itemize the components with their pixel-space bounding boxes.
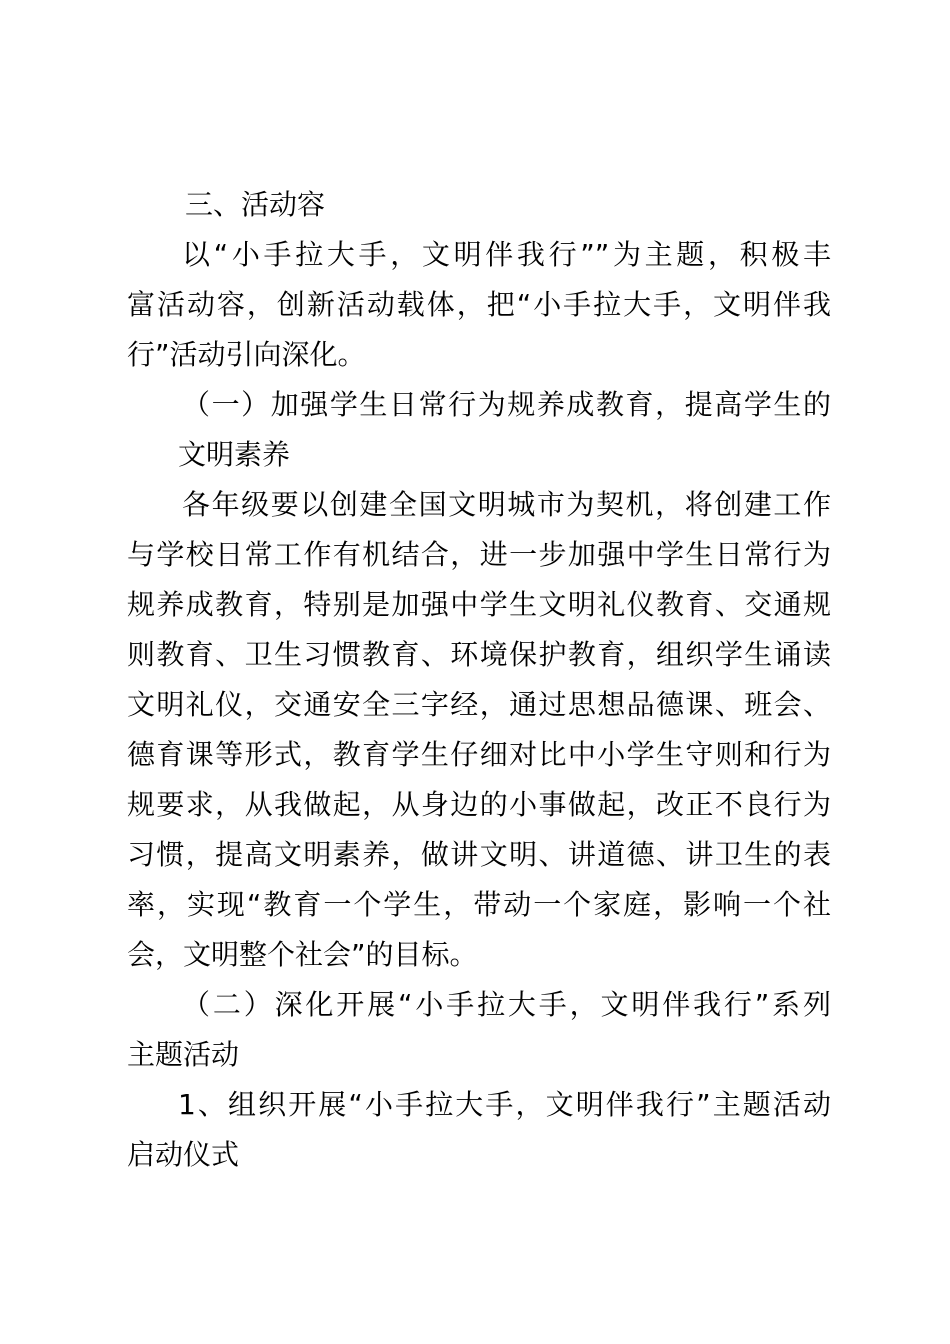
intro-line-2: 富活动容，创新活动载体，把“小手拉大手，文明伴我 <box>127 288 831 321</box>
intro-line-3: 行”活动引向深化。 <box>127 338 366 371</box>
section-two-title-line-1: （二）深化开展“小手拉大手，文明伴我行”系列 <box>182 988 831 1021</box>
section-one-body-line-2: 与学校日常工作有机结合，进一步加强中学生日常行为 <box>127 538 831 571</box>
item-one-line-1: 1、组织开展“小手拉大手，文明伴我行”主题活动 <box>178 1088 831 1121</box>
section-one-body-line-5: 文明礼仪，交通安全三字经，通过思想品德课、班会、 <box>127 688 831 721</box>
section-one-body-line-10: 会，文明整个社会”的目标。 <box>127 938 478 971</box>
section-one-body-line-4: 则教育、卫生习惯教育、环境保护教育，组织学生诵读 <box>127 638 831 671</box>
section-one-body-line-1: 各年级要以创建全国文明城市为契机，将创建工作 <box>182 488 831 521</box>
section-one-body-line-3: 规养成教育，特别是加强中学生文明礼仪教育、交通规 <box>127 588 831 621</box>
intro-line-1: 以“小手拉大手，文明伴我行””为主题，积极丰 <box>182 238 831 271</box>
section-one-title-line-2: 文明素养 <box>178 438 291 471</box>
section-heading-three: 三、活动容 <box>185 188 326 221</box>
section-one-body-line-6: 德育课等形式，教育学生仔细对比中小学生守则和行为 <box>127 738 831 771</box>
section-two-title-line-2: 主题活动 <box>127 1038 240 1071</box>
section-one-title-line-1: （一）加强学生日常行为规养成教育，提高学生的 <box>182 388 831 421</box>
section-one-body-line-7: 规要求，从我做起，从身边的小事做起，改正不良行为 <box>127 788 831 821</box>
section-one-body-line-9: 率，实现“教育一个学生，带动一个家庭，影响一个社 <box>127 888 831 921</box>
item-one-line-2: 启动仪式 <box>127 1138 240 1171</box>
section-one-body-line-8: 习惯，提高文明素养，做讲文明、讲道德、讲卫生的表 <box>127 838 831 871</box>
